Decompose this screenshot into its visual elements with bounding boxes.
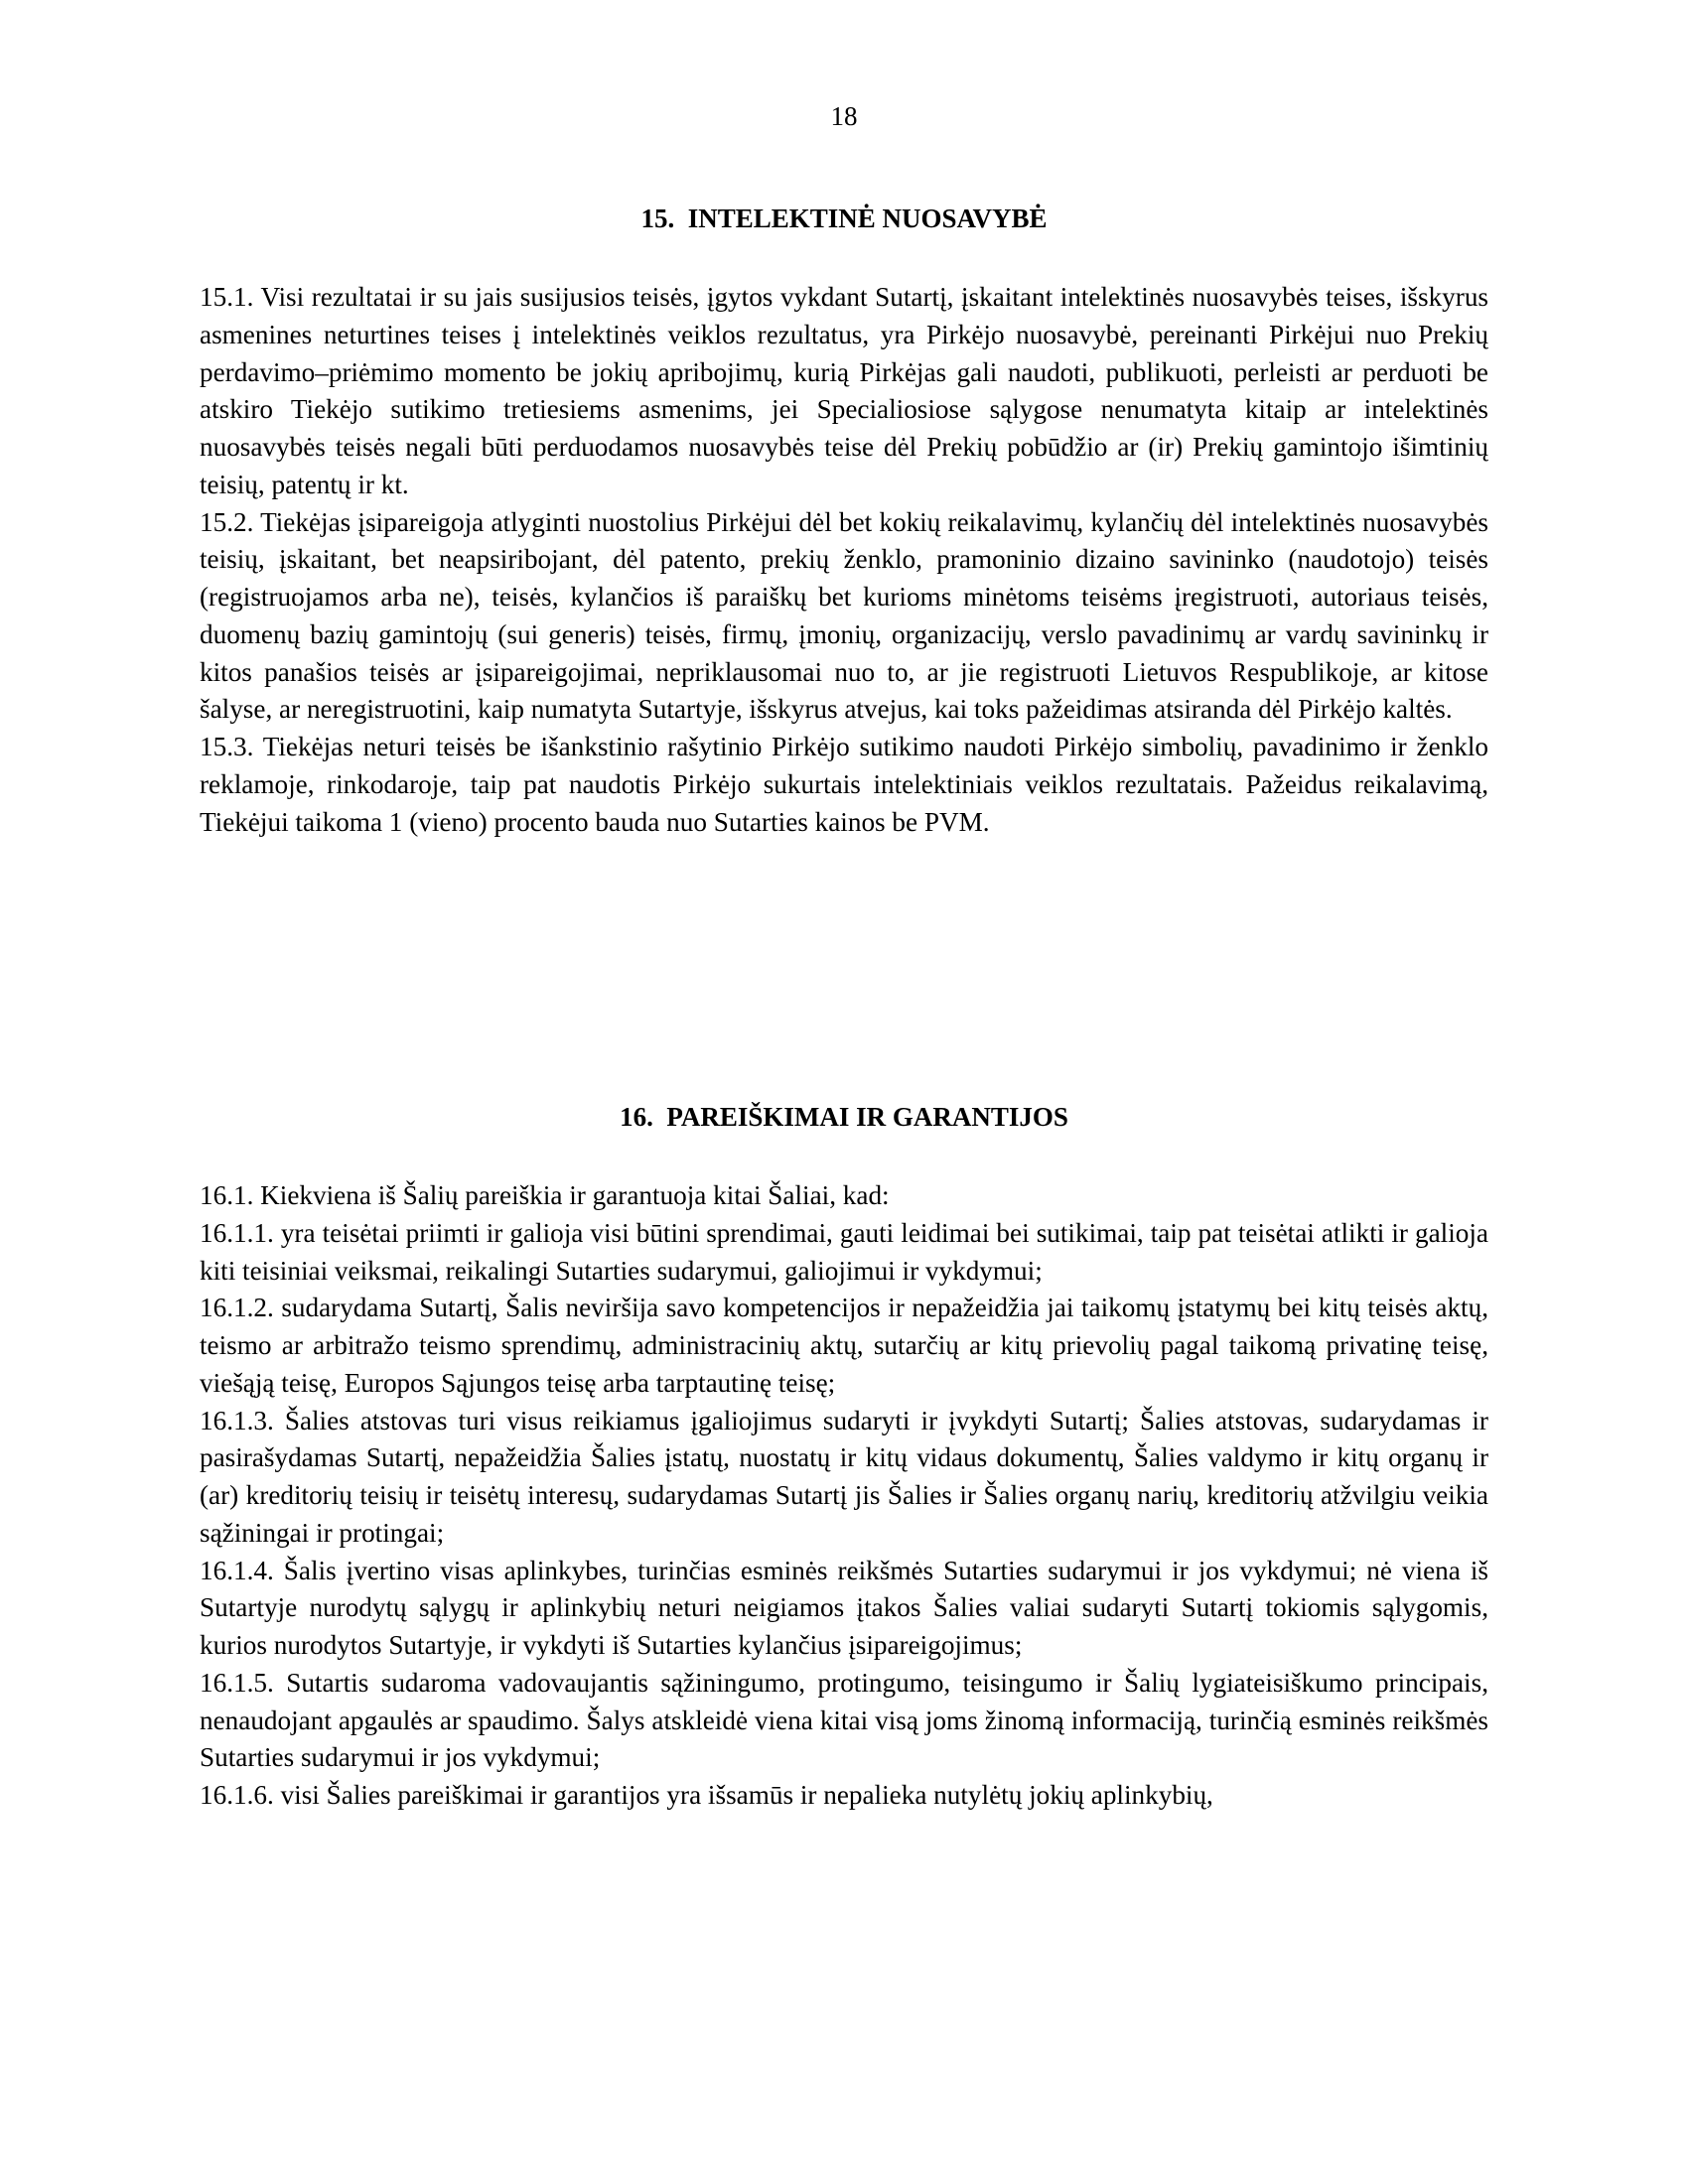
- section-body-15: [200, 279, 1488, 841]
- paragraph-16-1-2: 16.1.2. sudarydama Sutartį, Šalis neviršija savo kompetencijos ir nepažeidžia jai taikomų įstatymų bei kitų teisės aktų, teismo ar arbitražo teismo sprendimų, administracinių aktų, sutarčių ar kitų prievolių pagal taikomą privatinę teisę, viešąją teisę, Europos Sąjungos teisę arba tarptautinę teisę;: [200, 1293, 1488, 1398]
- paragraph-15-2: 15.2. Tiekėjas įsipareigoja atlyginti nuostolius Pirkėjui dėl bet kokių reikalavimų, kylančių dėl intelektinės nuosavybės teisių, įskaitant, bet neapsiribojant, dėl patento, prekių ženklo, pramoninio dizaino savininko (naudotojo) teisės (registruojamos arba ne), teisės, kylančios iš paraiškų bet kurioms minėtoms teisėms įregistruoti, autoriaus teisės, duomenų bazių gamintojų (sui generis) teisės, firmų, įmonių, organizacijų, verslo pavadinimų ar vardų savininkų ir kitos panašios teisės ar įsipareigojimai, nepriklausomai nuo to, ar jie registruoti Lietuvos Respublikoje, ar kitose šalyse, ar neregistruotini, kaip numatyta Sutartyje, išskyrus atvejus, kai toks pažeidimas atsiranda dėl Pirkėjo kaltės.: [200, 506, 1488, 725]
- section-heading-16: 16. PAREIŠKIMAI IR GARANTIJOS: [620, 1102, 1068, 1132]
- paragraph-16-1-4: 16.1.4. Šalis įvertino visas aplinkybes, turinčias esminės reikšmės Sutarties sudarymui ir jos vykdymui; nė viena iš Sutartyje nurodytų sąlygų ir aplinkybių neturi neigiamos įtakos Šalies valiai sudaryti Sutartį tokiomis sąlygomis, kurios nurodytos Sutartyje, ir vykdyti iš Sutarties kylančius įsipareigojimus;: [200, 1555, 1488, 1660]
- paragraph-16-1: 16.1. Kiekviena iš Šalių pareiškia ir garantuoja kitai Šaliai, kad:: [200, 1180, 890, 1210]
- paragraph-16-1-1: 16.1.1. yra teisėtai priimti ir galioja visi būtini sprendimai, gauti leidimai bei sutikimai, taip pat teisėtai atlikti ir galioja kiti teisiniai veiksmai, reikalingi Sutarties sudarymui, galiojimui ir vykdymui;: [200, 1217, 1488, 1286]
- section-body-16: [200, 1177, 1488, 1815]
- paragraph-16-1-5: 16.1.5. Sutartis sudaroma vadovaujantis sąžiningumo, protingumo, teisingumo ir Šalių lygiateisiškumo principais, nenaudojant apgaulės ar spaudimo. Šalys atskleidė viena kitai visą joms žinomą informaciją, turinčią esminės reikšmės Sutarties sudarymui ir jos vykdymui;: [200, 1667, 1488, 1773]
- section-heading-15: 15. INTELEKTINĖ NUOSAVYBĖ: [640, 204, 1048, 233]
- paragraph-15-1: 15.1. Visi rezultatai ir su jais susijusios teisės, įgytos vykdant Sutartį, įskaitant intelektinės nuosavybės teises, išskyrus asmenines neturtines teises į intelektinės veiklos rezultatus, yra Pirkėjo nuosavybė, pereinanti Pirkėjui nuo Prekių perdavimo–priėmimo momento be jokių apribojimų, kurią Pirkėjas gali naudoti, publikuoti, perleisti ar perduoti be atskiro Tiekėjo sutikimo tretiesiems asmenims, jei Specialiosiose sąlygose nenumatyta kitaip ar intelektinės nuosavybės teisės negali būti perduodamos nuosavybės teise dėl Prekių pobūdžio ar (ir) Prekių gamintojo išimtinių teisių, patentų ir kt.: [200, 282, 1488, 499]
- paragraph-16-1-3: 16.1.3. Šalies atstovas turi visus reikiamus įgaliojimus sudaryti ir įvykdyti Sutartį; Šalies atstovas, sudarydamas ir pasirašydamas Sutartį, nepažeidžia Šalies įstatų, nuostatų ir kitų vidaus dokumentų, Šalies valdymo ir kitų organų ir (ar) kreditorių teisių ir teisėtų interesų, sudarydamas Sutartį jis Šalies ir Šalies organų narių, kreditorių atžvilgiu veikia sąžiningai ir protingai;: [200, 1405, 1488, 1548]
- page-number: 18: [830, 101, 858, 131]
- paragraph-15-3: 15.3. Tiekėjas neturi teisės be išankstinio rašytinio Pirkėjo sutikimo naudoti Pirkėjo simbolių, pavadinimo ir ženklo reklamoje, rinkodaroje, taip pat naudotis Pirkėjo sukurtais intelektiniais veiklos rezultatais. Pažeidus reikalavimą, Tiekėjui taikoma 1 (vieno) procento bauda nuo Sutarties kainos be PVM.: [200, 732, 1488, 837]
- paragraph-16-1-6: 16.1.6. visi Šalies pareiškimai ir garantijos yra išsamūs ir nepalieka nutylėtų jokių aplinkybių,: [200, 1780, 1213, 1810]
